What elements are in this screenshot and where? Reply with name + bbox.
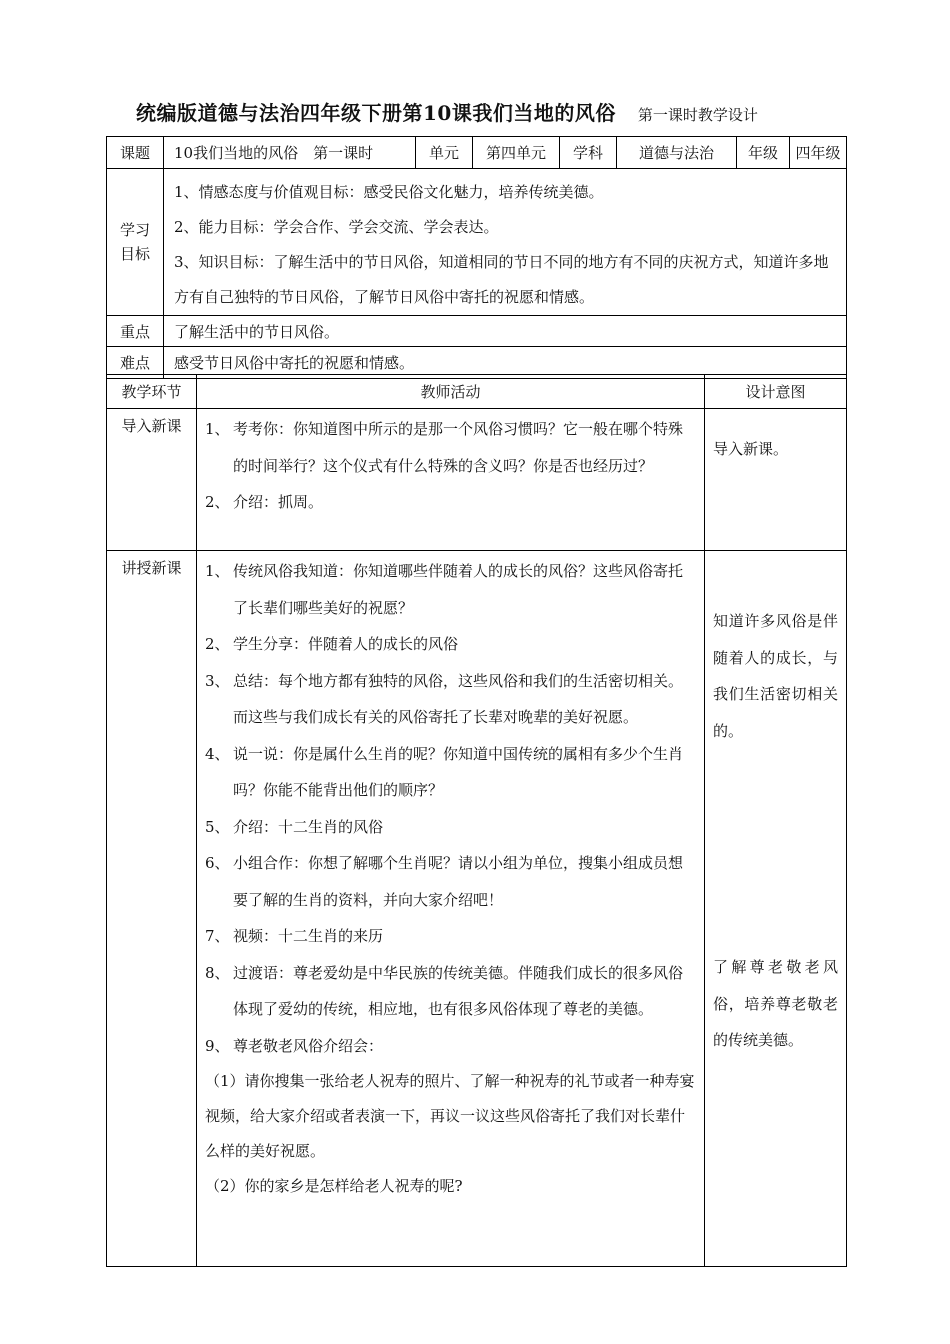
- intro-activity: [197, 409, 705, 551]
- list-item: [205, 809, 696, 846]
- item-number: 1、: [205, 562, 230, 580]
- activity-header: 教师活动: [197, 375, 705, 409]
- goals-row: [107, 169, 847, 316]
- unit-value: 第四单元: [473, 137, 560, 169]
- item-number: 5、: [205, 817, 230, 836]
- teaching-intent: [705, 551, 847, 1267]
- list-item: [205, 845, 696, 918]
- item-number: 9、: [205, 1036, 230, 1055]
- item-text: 介绍：十二生肖的风俗: [233, 817, 384, 836]
- intro-intent: 导入新课。: [705, 409, 847, 551]
- goal-item: 3、知识目标：了解生活中的节日风俗，知道相同的节日不同的地方有不同的庆祝方式，知道许多地方有自己独特的节日风俗，了解节日风俗中寄托的祝愿和情感。: [174, 253, 829, 306]
- item-text: 考考你：你知道图中所示的是那一个风俗习惯吗？它一般在哪个特殊的时间举行？这个仪式有什么特殊的含义吗？你是否也经历过？: [233, 420, 684, 475]
- goal-item: 1、情感态度与价值观目标：感受民俗文化魅力，培养传统美德。: [174, 183, 604, 201]
- goals-content: [164, 169, 847, 316]
- item-number: 4、: [205, 744, 230, 763]
- item-text: 总结：每个地方都有独特的风俗，这些风俗和我们的生活密切相关。而这些与我们成长有关的风俗寄托了长辈对晚辈的美好祝愿。: [233, 671, 684, 726]
- teaching-process-table: [106, 374, 847, 1267]
- goals-label-line2: 目标: [119, 245, 150, 263]
- intro-row: [107, 409, 847, 551]
- item-text: 介绍：抓周。: [233, 493, 324, 511]
- item-text: 说一说：你是属什么生肖的呢？你知道中国传统的属相有多少个生肖吗？你能不能背出他们的顺序？: [233, 744, 684, 799]
- key-point-row: [107, 316, 847, 347]
- intent-header: 设计意图: [705, 375, 847, 409]
- item-text: 过渡语：尊老爱幼是中华民族的传统美德。伴随我们成长的很多风俗体现了爱幼的传统，相应地，也有很多风俗体现了尊老的美德。: [233, 963, 684, 1018]
- title-sub: 第一课时教学设计: [637, 106, 758, 124]
- list-item: [205, 955, 696, 1028]
- item-number: 2、: [205, 493, 230, 511]
- list-item: [205, 1028, 696, 1065]
- key-point-value: 了解生活中的节日风俗。: [164, 316, 847, 347]
- grade-label: 年级: [737, 137, 790, 169]
- item-number: 7、: [205, 927, 230, 945]
- intent-growth: 知道许多风俗是伴随着人的成长，与我们生活密切相关的。: [713, 612, 838, 740]
- item-text: 传统风俗我知道：你知道哪些伴随着人的成长的风俗？这些风俗寄托了长辈们哪些美好的祝愿？: [233, 562, 684, 617]
- list-item: [205, 484, 696, 521]
- subject-label: 学科: [560, 137, 617, 169]
- sub-item: （1）请你搜集一张给老人祝寿的照片、了解一种祝寿的礼节或者一种寿宴视频，给大家介绍或者表演一下，再议一议这些风俗寄托了我们对长辈什么样的美好祝愿。: [205, 1072, 695, 1160]
- process-header-row: [107, 375, 847, 409]
- lesson-info-table: [106, 136, 847, 379]
- teaching-activity: [197, 551, 705, 1267]
- info-row: [107, 137, 847, 169]
- key-point-label: 重点: [107, 316, 164, 347]
- list-item: [205, 553, 696, 626]
- list-item: [205, 626, 696, 663]
- item-number: 6、: [205, 854, 230, 872]
- difficulty-value: 感受节日风俗中寄托的祝愿和情感。: [164, 347, 847, 379]
- item-text: 学生分享：伴随着人的成长的风俗: [233, 635, 459, 653]
- unit-label: 单元: [416, 137, 473, 169]
- document-title: [136, 97, 836, 127]
- item-text: 尊老敬老风俗介绍会：: [233, 1036, 384, 1055]
- teaching-stage: 讲授新课: [107, 551, 197, 1267]
- item-text: 小组合作：你想了解哪个生肖呢？请以小组为单位，搜集小组成员想要了解的生肖的资料，并向大家介绍吧！: [233, 854, 684, 909]
- subject-value: 道德与法治: [617, 137, 737, 169]
- teaching-row: [107, 551, 847, 1267]
- list-item: [205, 736, 696, 809]
- item-number: 3、: [205, 671, 230, 690]
- topic-label: 课题: [107, 137, 164, 169]
- item-text: 视频：十二生肖的来历: [233, 927, 384, 945]
- goals-label-line1: 学习: [119, 221, 150, 239]
- grade-value: 四年级: [790, 137, 847, 169]
- item-number: 8、: [205, 963, 230, 982]
- intro-stage: 导入新课: [107, 409, 197, 551]
- item-number: 1、: [205, 420, 230, 438]
- item-number: 2、: [205, 635, 230, 653]
- goals-label: [107, 169, 164, 316]
- stage-header: 教学环节: [107, 375, 197, 409]
- list-item: [205, 918, 696, 955]
- difficulty-label: 难点: [107, 347, 164, 379]
- list-item: [205, 663, 696, 736]
- list-item: [205, 411, 696, 484]
- intent-respect-elders: 了解尊老敬老风俗，培养尊老敬老的传统美德。: [713, 958, 838, 1049]
- topic-value: 10我们当地的风俗 第一课时: [164, 137, 416, 169]
- title-main: 统编版道德与法治四年级下册第10课我们当地的风俗: [136, 101, 616, 125]
- sub-item: （2）你的家乡是怎样给老人祝寿的呢?: [205, 1177, 463, 1195]
- goal-item: 2、能力目标：学会合作、学会交流、学会表达。: [174, 218, 499, 236]
